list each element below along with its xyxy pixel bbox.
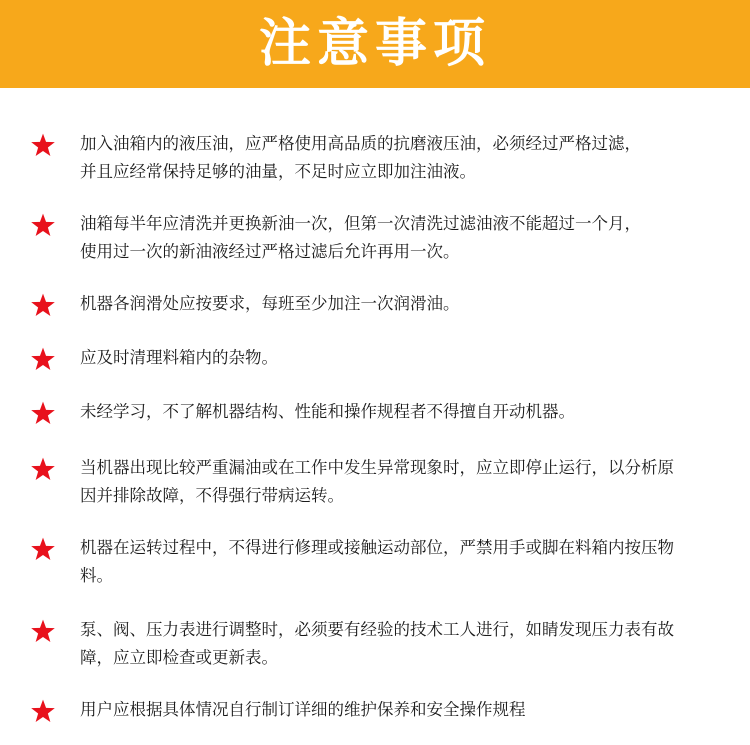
list-item-text: 加入油箱内的液压油，应严格使用高品质的抗磨液压油，必须经过严格过滤， 并且应经常保持足够的油量，不足时应立即加注油液。 — [80, 134, 641, 181]
list-item-text: 应及时清理料箱内的杂物。 — [80, 348, 278, 367]
list-item-text: 油箱每半年应清洗并更换新油一次，但第一次清洗过滤油液不能超过一个月， 使用过一次的新油液经过严格过滤后允许再用一次。 — [80, 214, 641, 261]
list-item-text: 未经学习，不了解机器结构、性能和操作规程者不得擅自开动机器。 — [80, 402, 575, 421]
star-icon — [30, 618, 56, 644]
star-icon — [30, 400, 56, 426]
list-item-text: 当机器出现比较严重漏油或在工作中发生异常现象时，应立即停止运行，以分析原 因并排除故障，不得强行带病运转。 — [80, 458, 674, 505]
star-icon — [30, 536, 56, 562]
header-banner — [0, 0, 750, 88]
star-icon — [30, 132, 56, 158]
star-icon — [30, 456, 56, 482]
star-icon — [30, 292, 56, 318]
list-item-text: 用户应根据具体情况自行制订详细的维护保养和安全操作规程 — [80, 700, 526, 719]
list-item-text: 泵、阀、压力表进行调整时，必须要有经验的技术工人进行，如睛发现压力表有故 障，应立即检查或更新表。 — [80, 620, 674, 667]
list-item-text: 机器各润滑处应按要求，每班至少加注一次润滑油。 — [80, 294, 460, 313]
page-title: 注意事项 — [258, 14, 491, 74]
list-item-text: 机器在运转过程中，不得进行修理或接触运动部位，严禁用手或脚在料箱内按压物 料。 — [80, 538, 674, 585]
star-icon — [30, 698, 56, 724]
star-icon — [30, 212, 56, 238]
star-icon — [30, 346, 56, 372]
